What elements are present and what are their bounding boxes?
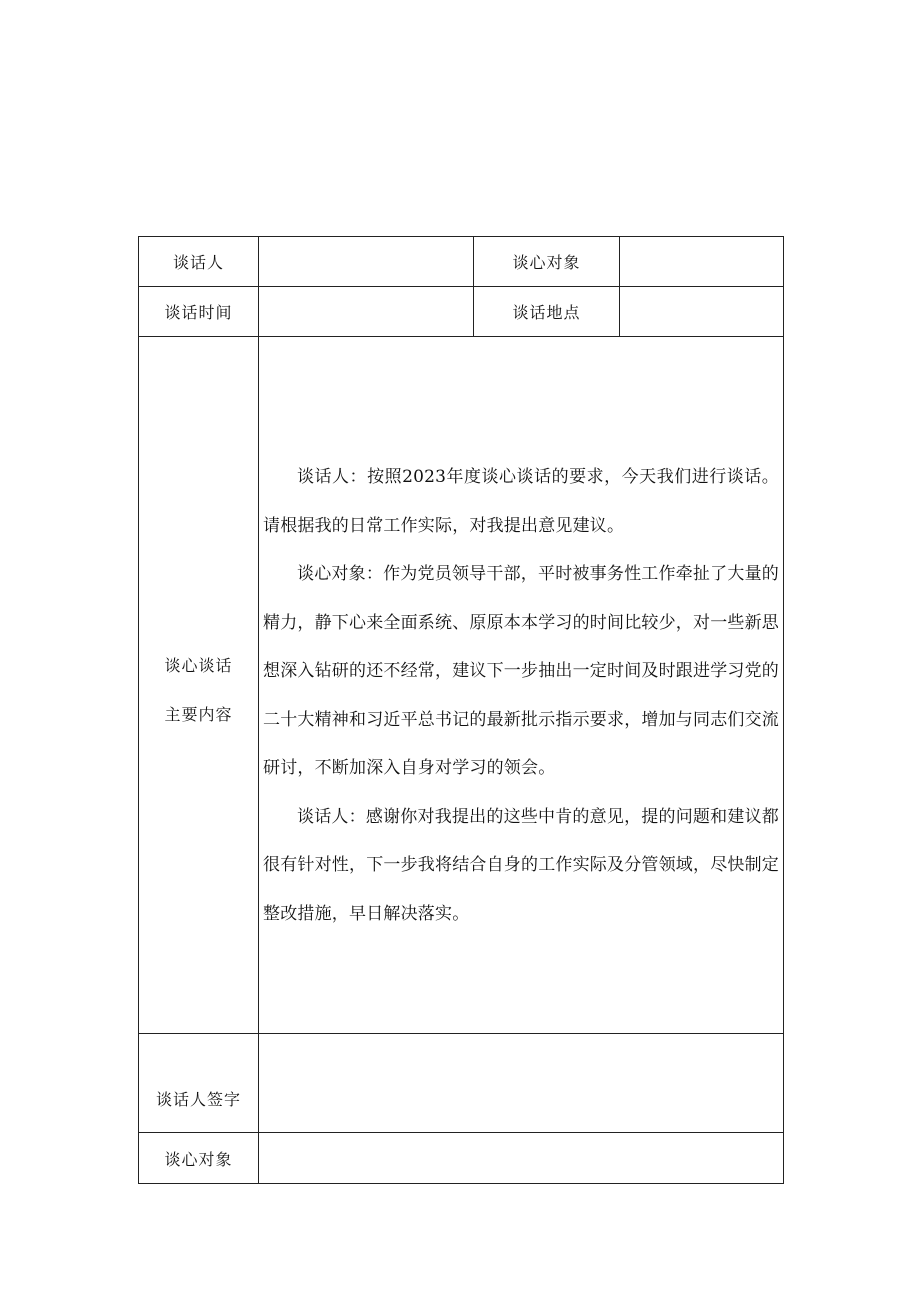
target-sign-field[interactable]: [259, 1133, 784, 1184]
form-row-time: [139, 287, 784, 337]
content-field[interactable]: [259, 337, 784, 1034]
time-label: 谈话时间: [139, 287, 259, 337]
target-sign-label: 谈心对象: [139, 1133, 259, 1184]
content-paragraph-target: 谈心对象：作为党员领导干部，平时被事务性工作牵扯了大量的精力，静下心来全面系统、原原本本学习的时间比较少，对一些新思想深入钻研的还不经常，建议下一步抽出一定时间及时跟进学习党的二十大精神和习近平总书记的最新批示指示要求，增加与同志们交流研讨，不断加深入自身对学习的领会。: [263, 564, 779, 778]
form-row-speaker-sign: [139, 1034, 784, 1133]
time-field[interactable]: [259, 287, 474, 337]
content-text: [263, 453, 779, 938]
speaker-sign-label: 谈话人签字: [139, 1034, 259, 1133]
place-field[interactable]: [620, 287, 784, 337]
speaker-label: 谈话人: [139, 237, 259, 287]
place-label: 谈话地点: [474, 287, 620, 337]
talk-record-form: [138, 236, 784, 1184]
form-row-content: [139, 337, 784, 1034]
content-paragraph-speaker-reply: 谈话人：感谢你对我提出的这些中肯的意见，提的问题和建议都很有针对性，下一步我将结合自身的工作实际及分管领域，尽快制定整改措施，早日解决落实。: [263, 806, 779, 924]
form-row-target-sign: [139, 1133, 784, 1184]
target-label: 谈心对象: [474, 237, 620, 287]
content-paragraph-speaker: 谈话人：按照2023年度谈心谈话的要求，今天我们进行谈话。请根据我的日常工作实际，对我提出意见建议。: [263, 467, 779, 536]
content-label-line1: 谈心谈话: [164, 656, 233, 675]
target-field[interactable]: [620, 237, 784, 287]
speaker-sign-field[interactable]: [259, 1034, 784, 1133]
content-label: [139, 337, 259, 1034]
content-label-line2: 主要内容: [164, 705, 233, 724]
form-row-speaker: [139, 237, 784, 287]
speaker-field[interactable]: [259, 237, 474, 287]
